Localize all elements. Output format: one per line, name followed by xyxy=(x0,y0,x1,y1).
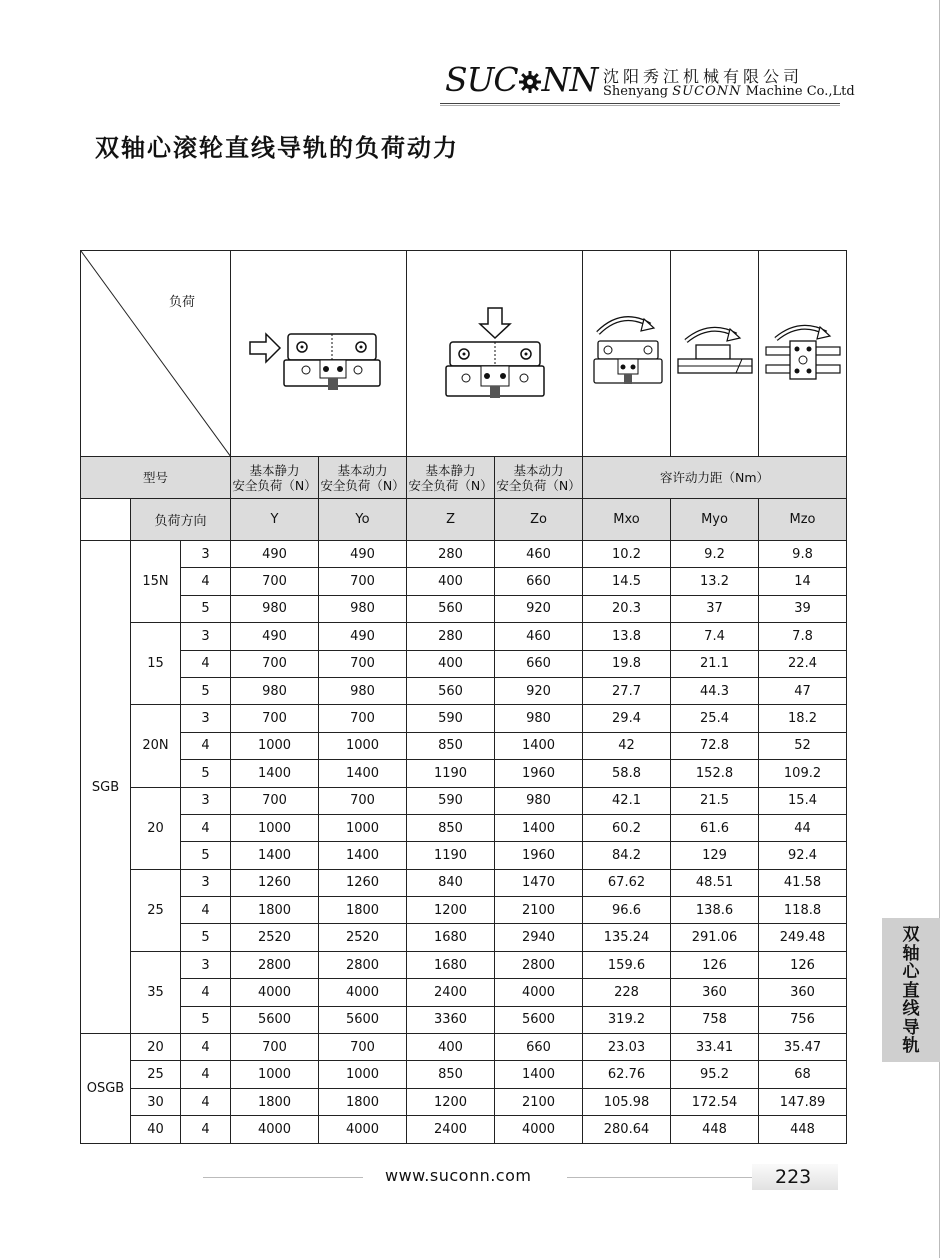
value-cell-zo: 660 xyxy=(495,1034,583,1061)
series-cell: OSGB xyxy=(81,1034,131,1144)
value-cell-myo: 72.8 xyxy=(671,732,759,759)
value-cell-yo: 2800 xyxy=(319,951,407,978)
table-row xyxy=(81,705,847,732)
direction-cell: 5 xyxy=(181,760,231,787)
value-cell-zo: 660 xyxy=(495,568,583,595)
header-row-1 xyxy=(81,457,847,499)
diagram-z-load xyxy=(407,251,583,457)
value-cell-z: 1190 xyxy=(407,760,495,787)
value-cell-mxo: 60.2 xyxy=(583,814,671,841)
value-cell-zo: 2100 xyxy=(495,897,583,924)
header-col-yo: Yo xyxy=(319,499,407,541)
diagram-row xyxy=(81,251,847,457)
direction-cell: 5 xyxy=(181,1006,231,1033)
roll-moment-arrow-icon xyxy=(590,309,664,399)
value-cell-z: 1190 xyxy=(407,842,495,869)
value-cell-z: 1200 xyxy=(407,1088,495,1115)
value-cell-myo: 172.54 xyxy=(671,1088,759,1115)
value-cell-zo: 1960 xyxy=(495,760,583,787)
value-cell-myo: 44.3 xyxy=(671,677,759,704)
direction-cell: 3 xyxy=(181,869,231,896)
value-cell-zo: 660 xyxy=(495,650,583,677)
direction-cell: 4 xyxy=(181,814,231,841)
value-cell-mxo: 84.2 xyxy=(583,842,671,869)
direction-cell: 4 xyxy=(181,1088,231,1115)
value-cell-myo: 9.2 xyxy=(671,541,759,568)
table-row xyxy=(81,1034,847,1061)
diagram-my-moment xyxy=(671,251,759,457)
value-cell-zo: 920 xyxy=(495,595,583,622)
table-row xyxy=(81,979,847,1006)
value-cell-mzo: 14 xyxy=(759,568,847,595)
value-cell-yo: 700 xyxy=(319,650,407,677)
value-cell-y: 1000 xyxy=(231,732,319,759)
value-cell-myo: 448 xyxy=(671,1116,759,1143)
value-cell-z: 850 xyxy=(407,732,495,759)
value-cell-mxo: 19.8 xyxy=(583,650,671,677)
value-cell-mxo: 58.8 xyxy=(583,760,671,787)
page-title: 双轴心滚轮直线导轨的负荷动力 xyxy=(95,134,459,162)
value-cell-mzo: 35.47 xyxy=(759,1034,847,1061)
value-cell-mzo: 249.48 xyxy=(759,924,847,951)
value-cell-mxo: 159.6 xyxy=(583,951,671,978)
value-cell-y: 5600 xyxy=(231,1006,319,1033)
header-col-z: Z xyxy=(407,499,495,541)
table-row xyxy=(81,814,847,841)
value-cell-y: 2520 xyxy=(231,924,319,951)
value-cell-y: 700 xyxy=(231,650,319,677)
header-direction: 负荷方向 xyxy=(131,499,231,541)
value-cell-z: 400 xyxy=(407,1034,495,1061)
company-name-cn: 沈阳秀江机械有限公司 xyxy=(603,67,804,86)
value-cell-mxo: 228 xyxy=(583,979,671,1006)
header-rule xyxy=(440,103,840,104)
value-cell-myo: 138.6 xyxy=(671,897,759,924)
header-rule-secondary xyxy=(440,105,840,106)
value-cell-mzo: 92.4 xyxy=(759,842,847,869)
direction-cell: 5 xyxy=(181,595,231,622)
value-cell-zo: 980 xyxy=(495,787,583,814)
footer-rule-right xyxy=(567,1177,752,1178)
gear-icon xyxy=(518,70,542,94)
value-cell-mxo: 10.2 xyxy=(583,541,671,568)
header-blank xyxy=(81,499,131,541)
value-cell-mzo: 126 xyxy=(759,951,847,978)
value-cell-y: 1000 xyxy=(231,1061,319,1088)
value-cell-mzo: 9.8 xyxy=(759,541,847,568)
side-tab xyxy=(882,918,940,1062)
direction-cell: 5 xyxy=(181,924,231,951)
value-cell-z: 560 xyxy=(407,595,495,622)
value-cell-myo: 758 xyxy=(671,1006,759,1033)
value-cell-y: 1400 xyxy=(231,760,319,787)
table-row xyxy=(81,1006,847,1033)
value-cell-mzo: 39 xyxy=(759,595,847,622)
value-cell-yo: 980 xyxy=(319,595,407,622)
value-cell-yo: 4000 xyxy=(319,979,407,1006)
value-cell-mxo: 14.5 xyxy=(583,568,671,595)
value-cell-myo: 95.2 xyxy=(671,1061,759,1088)
table-row xyxy=(81,623,847,650)
value-cell-z: 590 xyxy=(407,787,495,814)
yaw-moment-arrow-icon xyxy=(762,319,844,389)
value-cell-zo: 1400 xyxy=(495,732,583,759)
value-cell-mzo: 147.89 xyxy=(759,1088,847,1115)
model-cell: 35 xyxy=(131,951,181,1033)
value-cell-zo: 2100 xyxy=(495,1088,583,1115)
value-cell-mzo: 109.2 xyxy=(759,760,847,787)
header-z-static xyxy=(407,457,495,499)
table-row xyxy=(81,924,847,951)
value-cell-y: 700 xyxy=(231,568,319,595)
value-cell-yo: 1260 xyxy=(319,869,407,896)
value-cell-myo: 21.1 xyxy=(671,650,759,677)
load-table xyxy=(80,250,847,1144)
table-row xyxy=(81,842,847,869)
website-link[interactable]: www.suconn.com xyxy=(385,1166,532,1185)
direction-cell: 3 xyxy=(181,541,231,568)
value-cell-myo: 33.41 xyxy=(671,1034,759,1061)
value-cell-y: 490 xyxy=(231,623,319,650)
value-cell-yo: 700 xyxy=(319,1034,407,1061)
table-row xyxy=(81,677,847,704)
value-cell-mzo: 756 xyxy=(759,1006,847,1033)
diagram-mx-moment xyxy=(583,251,671,457)
value-cell-zo: 2800 xyxy=(495,951,583,978)
model-cell: 20 xyxy=(131,787,181,869)
value-cell-zo: 460 xyxy=(495,623,583,650)
direction-cell: 3 xyxy=(181,705,231,732)
value-cell-zo: 1400 xyxy=(495,1061,583,1088)
diagonal-line xyxy=(81,251,231,457)
value-cell-yo: 1800 xyxy=(319,897,407,924)
header-model: 型号 xyxy=(81,457,231,499)
model-cell: 40 xyxy=(131,1116,181,1143)
value-cell-y: 4000 xyxy=(231,1116,319,1143)
header-col-zo: Zo xyxy=(495,499,583,541)
table-row xyxy=(81,1116,847,1143)
page-number: 223 xyxy=(775,1166,812,1188)
table-row xyxy=(81,869,847,896)
value-cell-zo: 5600 xyxy=(495,1006,583,1033)
value-cell-y: 1400 xyxy=(231,842,319,869)
value-cell-yo: 700 xyxy=(319,568,407,595)
value-cell-mxo: 13.8 xyxy=(583,623,671,650)
value-cell-y: 490 xyxy=(231,541,319,568)
model-cell: 20 xyxy=(131,1034,181,1061)
header-moment: 容许动力距（Nm） xyxy=(583,457,847,499)
value-cell-z: 3360 xyxy=(407,1006,495,1033)
value-cell-mxo: 27.7 xyxy=(583,677,671,704)
header-z-static-text: 基本静力 安全负荷（N） xyxy=(408,462,493,493)
corner-label: 负荷 xyxy=(169,295,196,310)
header-zo-dynamic xyxy=(495,457,583,499)
side-load-arrow-icon xyxy=(244,314,394,394)
value-cell-myo: 25.4 xyxy=(671,705,759,732)
value-cell-mzo: 68 xyxy=(759,1061,847,1088)
value-cell-y: 980 xyxy=(231,677,319,704)
value-cell-myo: 48.51 xyxy=(671,869,759,896)
value-cell-mxo: 29.4 xyxy=(583,705,671,732)
value-cell-mxo: 20.3 xyxy=(583,595,671,622)
direction-cell: 3 xyxy=(181,623,231,650)
direction-cell: 4 xyxy=(181,1061,231,1088)
direction-cell: 3 xyxy=(181,951,231,978)
value-cell-yo: 1400 xyxy=(319,760,407,787)
value-cell-mxo: 23.03 xyxy=(583,1034,671,1061)
value-cell-myo: 21.5 xyxy=(671,787,759,814)
value-cell-mzo: 15.4 xyxy=(759,787,847,814)
value-cell-zo: 1960 xyxy=(495,842,583,869)
value-cell-zo: 2940 xyxy=(495,924,583,951)
direction-cell: 5 xyxy=(181,842,231,869)
value-cell-mzo: 118.8 xyxy=(759,897,847,924)
value-cell-myo: 360 xyxy=(671,979,759,1006)
value-cell-mxo: 280.64 xyxy=(583,1116,671,1143)
value-cell-myo: 61.6 xyxy=(671,814,759,841)
value-cell-yo: 980 xyxy=(319,677,407,704)
table-row xyxy=(81,568,847,595)
value-cell-z: 1680 xyxy=(407,924,495,951)
value-cell-mxo: 319.2 xyxy=(583,1006,671,1033)
value-cell-z: 400 xyxy=(407,650,495,677)
value-cell-mxo: 67.62 xyxy=(583,869,671,896)
value-cell-yo: 1400 xyxy=(319,842,407,869)
value-cell-yo: 4000 xyxy=(319,1116,407,1143)
header-zo-dynamic-text: 基本动力 安全负荷（N） xyxy=(496,462,581,493)
value-cell-mxo: 105.98 xyxy=(583,1088,671,1115)
direction-cell: 4 xyxy=(181,1034,231,1061)
brand-logo: SUC NN xyxy=(445,60,598,99)
value-cell-mxo: 96.6 xyxy=(583,897,671,924)
value-cell-z: 590 xyxy=(407,705,495,732)
direction-cell: 4 xyxy=(181,650,231,677)
value-cell-mzo: 7.8 xyxy=(759,623,847,650)
value-cell-y: 1000 xyxy=(231,814,319,841)
value-cell-myo: 291.06 xyxy=(671,924,759,951)
value-cell-y: 700 xyxy=(231,705,319,732)
diagram-mz-moment xyxy=(759,251,847,457)
brand-header xyxy=(445,60,855,104)
direction-cell: 5 xyxy=(181,677,231,704)
footer-rule-left xyxy=(203,1177,363,1178)
header-y-static-text: 基本静力 安全负荷（N） xyxy=(232,462,317,493)
diagram-y-load xyxy=(231,251,407,457)
value-cell-myo: 37 xyxy=(671,595,759,622)
value-cell-zo: 4000 xyxy=(495,979,583,1006)
header-y-static xyxy=(231,457,319,499)
direction-cell: 4 xyxy=(181,1116,231,1143)
value-cell-z: 400 xyxy=(407,568,495,595)
value-cell-myo: 13.2 xyxy=(671,568,759,595)
direction-cell: 4 xyxy=(181,732,231,759)
series-cell: SGB xyxy=(81,541,131,1034)
table-row xyxy=(81,897,847,924)
value-cell-myo: 152.8 xyxy=(671,760,759,787)
value-cell-z: 840 xyxy=(407,869,495,896)
table-row xyxy=(81,732,847,759)
model-cell: 30 xyxy=(131,1088,181,1115)
value-cell-mxo: 42.1 xyxy=(583,787,671,814)
value-cell-mxo: 62.76 xyxy=(583,1061,671,1088)
value-cell-mzo: 22.4 xyxy=(759,650,847,677)
model-cell: 15 xyxy=(131,623,181,705)
value-cell-mzo: 18.2 xyxy=(759,705,847,732)
value-cell-z: 1200 xyxy=(407,897,495,924)
value-cell-z: 560 xyxy=(407,677,495,704)
value-cell-zo: 4000 xyxy=(495,1116,583,1143)
value-cell-y: 1800 xyxy=(231,1088,319,1115)
value-cell-myo: 129 xyxy=(671,842,759,869)
value-cell-myo: 7.4 xyxy=(671,623,759,650)
table-row xyxy=(81,595,847,622)
table-row xyxy=(81,650,847,677)
value-cell-y: 4000 xyxy=(231,979,319,1006)
direction-cell: 3 xyxy=(181,787,231,814)
value-cell-yo: 1800 xyxy=(319,1088,407,1115)
value-cell-z: 2400 xyxy=(407,1116,495,1143)
value-cell-zo: 980 xyxy=(495,705,583,732)
value-cell-zo: 1470 xyxy=(495,869,583,896)
value-cell-zo: 1400 xyxy=(495,814,583,841)
value-cell-mxo: 135.24 xyxy=(583,924,671,951)
corner-cell xyxy=(81,251,231,457)
value-cell-y: 700 xyxy=(231,787,319,814)
value-cell-mzo: 52 xyxy=(759,732,847,759)
value-cell-yo: 700 xyxy=(319,787,407,814)
value-cell-yo: 1000 xyxy=(319,814,407,841)
value-cell-z: 280 xyxy=(407,623,495,650)
direction-cell: 4 xyxy=(181,568,231,595)
table-row xyxy=(81,787,847,814)
value-cell-yo: 700 xyxy=(319,705,407,732)
table-row xyxy=(81,1061,847,1088)
table-row xyxy=(81,951,847,978)
pitch-moment-arrow-icon xyxy=(674,319,756,389)
model-cell: 25 xyxy=(131,869,181,951)
value-cell-yo: 1000 xyxy=(319,1061,407,1088)
table-row xyxy=(81,760,847,787)
value-cell-mzo: 360 xyxy=(759,979,847,1006)
direction-cell: 4 xyxy=(181,979,231,1006)
header-col-myo: Myo xyxy=(671,499,759,541)
value-cell-z: 2400 xyxy=(407,979,495,1006)
value-cell-zo: 460 xyxy=(495,541,583,568)
header-col-mxo: Mxo xyxy=(583,499,671,541)
value-cell-mzo: 47 xyxy=(759,677,847,704)
value-cell-yo: 5600 xyxy=(319,1006,407,1033)
value-cell-y: 1800 xyxy=(231,897,319,924)
value-cell-myo: 126 xyxy=(671,951,759,978)
value-cell-zo: 920 xyxy=(495,677,583,704)
header-col-y: Y xyxy=(231,499,319,541)
value-cell-y: 700 xyxy=(231,1034,319,1061)
header-row-2 xyxy=(81,499,847,541)
header-col-mzo: Mzo xyxy=(759,499,847,541)
value-cell-z: 1680 xyxy=(407,951,495,978)
header-yo-dynamic-text: 基本动力 安全负荷（N） xyxy=(320,462,405,493)
table-row xyxy=(81,1088,847,1115)
model-cell: 25 xyxy=(131,1061,181,1088)
company-name-en: Shenyang SUCONN Machine Co.,Ltd xyxy=(603,84,855,99)
value-cell-yo: 490 xyxy=(319,623,407,650)
value-cell-y: 1260 xyxy=(231,869,319,896)
value-cell-z: 280 xyxy=(407,541,495,568)
value-cell-mxo: 42 xyxy=(583,732,671,759)
table-row xyxy=(81,541,847,568)
value-cell-y: 980 xyxy=(231,595,319,622)
header-yo-dynamic xyxy=(319,457,407,499)
value-cell-mzo: 448 xyxy=(759,1116,847,1143)
model-cell: 15N xyxy=(131,541,181,623)
value-cell-mzo: 44 xyxy=(759,814,847,841)
side-tab-label: 双 轴 心 直 线 导 轨 xyxy=(902,925,920,1056)
value-cell-yo: 490 xyxy=(319,541,407,568)
value-cell-z: 850 xyxy=(407,1061,495,1088)
down-load-arrow-icon xyxy=(430,304,560,404)
model-cell: 20N xyxy=(131,705,181,787)
value-cell-y: 2800 xyxy=(231,951,319,978)
direction-cell: 4 xyxy=(181,897,231,924)
value-cell-yo: 1000 xyxy=(319,732,407,759)
value-cell-yo: 2520 xyxy=(319,924,407,951)
value-cell-mzo: 41.58 xyxy=(759,869,847,896)
value-cell-z: 850 xyxy=(407,814,495,841)
